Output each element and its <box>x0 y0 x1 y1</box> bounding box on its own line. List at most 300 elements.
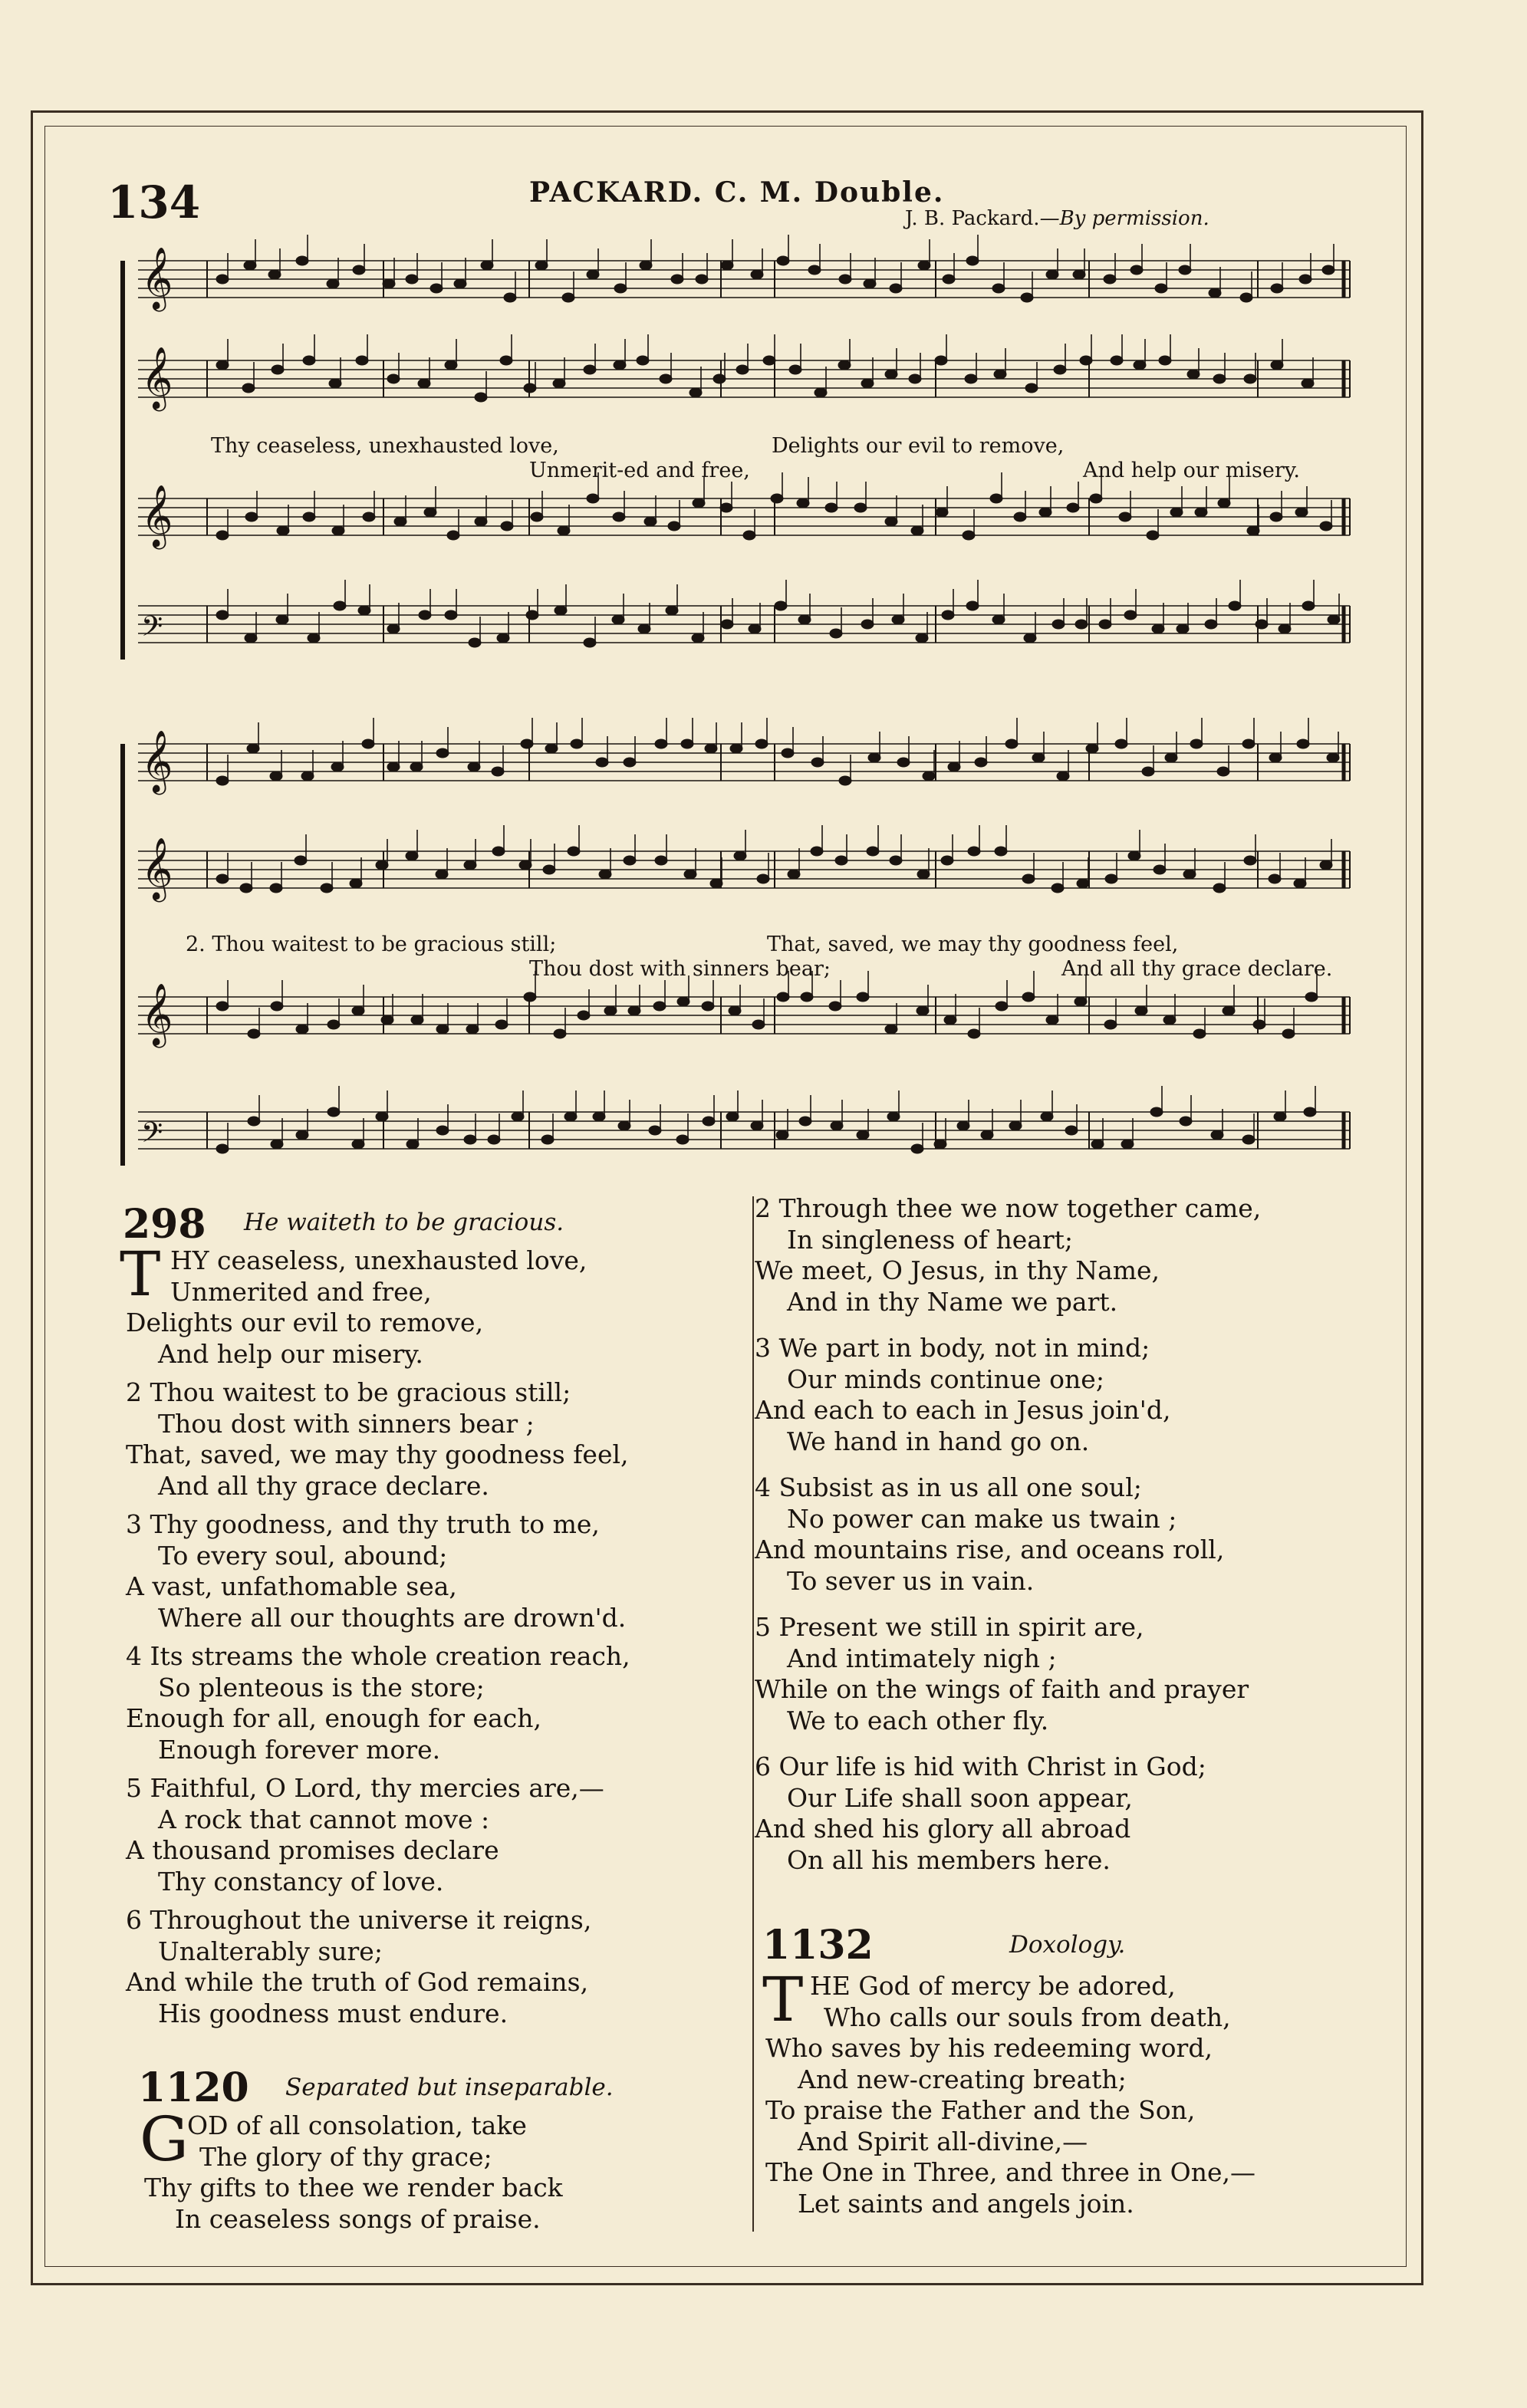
note-head <box>216 275 229 284</box>
note-head <box>995 847 1007 856</box>
verse-line: 4 Its streams the whole creation reach, <box>126 1641 630 1671</box>
note-head <box>555 606 567 615</box>
note-head <box>1074 997 1087 1006</box>
note-head <box>1211 1130 1223 1140</box>
note-head <box>1180 1117 1192 1126</box>
note-head <box>751 270 763 279</box>
note-head <box>475 517 487 526</box>
note-head <box>671 275 683 284</box>
note-head <box>216 610 229 620</box>
stanza <box>126 1308 630 1370</box>
note-head <box>885 370 897 379</box>
note-head <box>488 1135 500 1144</box>
note-head <box>777 256 789 265</box>
note-head <box>857 992 869 1002</box>
note-head <box>797 498 809 508</box>
note-head <box>270 883 282 893</box>
note-head <box>554 1029 566 1038</box>
note-head <box>788 870 800 879</box>
note-head <box>1067 503 1079 512</box>
stanza <box>755 1752 1261 1876</box>
note-head <box>270 771 282 781</box>
note-head <box>329 379 341 388</box>
note-head <box>492 767 504 776</box>
note-head <box>644 517 657 526</box>
note-head <box>808 265 821 275</box>
note-head <box>1025 383 1038 393</box>
note-head <box>1147 531 1159 540</box>
note-head <box>981 1130 993 1140</box>
note-head <box>352 1006 364 1015</box>
hymn-heading-298: He waiteth to be gracious. <box>244 1209 564 1236</box>
verse-line: The glory of thy grace; <box>199 2141 492 2172</box>
note-head <box>332 526 344 535</box>
score-lyric-2c: That, saved, we may thy goodness feel, <box>767 933 1179 956</box>
note-head <box>430 284 443 293</box>
note-head <box>994 370 1006 379</box>
verse-line: And Spirit all-divine,— <box>798 2126 1088 2156</box>
verse-line: 2 Thou waitest to be gracious still; <box>126 1377 571 1407</box>
verse-line: And all thy grace declare. <box>158 1470 489 1501</box>
note-head <box>1253 1020 1265 1029</box>
note-head <box>830 629 842 638</box>
note-head <box>892 615 904 624</box>
note-head <box>811 758 824 767</box>
note-head <box>757 874 769 883</box>
verse-line: Thy constancy of love. <box>158 1866 444 1896</box>
note-head <box>406 275 418 284</box>
verse-line: Enough forever more. <box>158 1734 441 1765</box>
note-head <box>1229 601 1241 610</box>
note-head <box>798 615 811 624</box>
note-head <box>838 360 851 370</box>
note-head <box>562 293 574 302</box>
note-head <box>1046 1015 1058 1025</box>
note-head <box>268 270 281 279</box>
hymn-298-text <box>126 1245 630 2029</box>
note-head <box>331 762 344 771</box>
note-head <box>789 365 801 374</box>
note-head <box>321 883 333 893</box>
note-head <box>308 633 320 643</box>
note-head <box>436 870 448 879</box>
note-head <box>303 356 315 365</box>
note-head <box>637 356 649 365</box>
note-head <box>587 270 599 279</box>
verse-line: OD of all consolation, take <box>187 2110 527 2140</box>
verse-line: 6 Throughout the universe it reigns, <box>126 1905 592 1935</box>
note-head <box>681 739 693 748</box>
note-head <box>1163 1015 1176 1025</box>
note-head <box>1302 601 1315 610</box>
note-head <box>776 1130 788 1140</box>
note-head <box>1209 288 1221 298</box>
verse-line: Thou dost with sinners bear ; <box>158 1408 535 1439</box>
page-number: 134 <box>107 176 201 229</box>
note-head <box>721 261 733 270</box>
note-head <box>1302 379 1314 388</box>
note-head <box>726 1112 739 1121</box>
note-head <box>244 261 256 270</box>
note-head <box>1105 874 1117 883</box>
score-lyric-1d: And help our misery. <box>1083 459 1300 482</box>
stanza <box>755 1612 1261 1736</box>
note-head <box>782 748 794 758</box>
note-head <box>1190 739 1203 748</box>
note-head <box>1124 610 1137 620</box>
note-head <box>295 856 307 865</box>
note-head <box>885 517 897 526</box>
note-head <box>1134 360 1146 370</box>
note-head <box>445 610 457 620</box>
bass-clef-icon: 𝄢 <box>141 610 163 650</box>
note-head <box>469 638 481 647</box>
note-head <box>526 610 538 620</box>
verse-line: And while the truth of God remains, <box>126 1967 589 1997</box>
note-head <box>277 526 289 535</box>
note-head <box>721 620 733 629</box>
note-head <box>917 870 930 879</box>
note-head <box>1271 360 1283 370</box>
note-head <box>1142 767 1154 776</box>
note-head <box>857 1130 869 1140</box>
verse-line: Enough for all, enough for each, <box>126 1703 541 1733</box>
note-head <box>618 1121 630 1130</box>
note-head <box>301 771 314 781</box>
note-head <box>624 856 636 865</box>
note-head <box>990 494 1002 503</box>
treble-clef-icon: 𝄞 <box>141 729 173 792</box>
note-head <box>693 498 705 508</box>
note-head <box>571 739 583 748</box>
note-head <box>406 851 418 860</box>
note-head <box>943 275 955 284</box>
treble-clef-icon: 𝄞 <box>141 484 173 547</box>
verse-line: Let saints and angels join. <box>798 2188 1134 2219</box>
composer-name: J. B. Packard. <box>905 207 1040 230</box>
note-head <box>468 762 480 771</box>
note-head <box>720 503 732 512</box>
note-head <box>543 865 555 874</box>
note-head <box>1294 879 1306 888</box>
verse-line: Where all our thoughts are drown'd. <box>158 1602 627 1633</box>
verse-line: On all his members here. <box>787 1844 1111 1875</box>
verse-line: To sever us in vain. <box>787 1565 1035 1596</box>
note-head <box>216 360 229 370</box>
note-head <box>1271 284 1283 293</box>
note-head <box>445 360 457 370</box>
note-head <box>604 1006 617 1015</box>
note-head <box>1244 374 1256 383</box>
treble-clef-icon: 𝄞 <box>141 246 173 309</box>
verse-line: The One in Three, and three in One,— <box>765 2157 1255 2187</box>
note-head <box>612 615 624 624</box>
note-head <box>676 1135 689 1144</box>
verse-line: And shed his glory all abroad <box>755 1814 1131 1844</box>
note-head <box>1057 771 1069 781</box>
note-head <box>752 1020 765 1029</box>
verse-line: And in thy Name we part. <box>787 1286 1118 1317</box>
note-head <box>501 521 513 531</box>
note-head <box>593 1112 605 1121</box>
hymn-heading-1132: Doxology. <box>1009 1931 1126 1959</box>
note-head <box>1223 1006 1235 1015</box>
note-head <box>864 279 876 288</box>
note-head <box>466 1025 479 1034</box>
note-head <box>653 1002 666 1011</box>
note-head <box>887 1112 900 1121</box>
stanza <box>126 1773 630 1897</box>
note-head <box>713 374 726 383</box>
verse-line: That, saved, we may thy goodness feel, <box>126 1439 629 1469</box>
note-head <box>890 284 902 293</box>
column-divider <box>752 1196 754 2232</box>
tune-title: PACKARD. C. M. Double. <box>529 176 945 209</box>
note-head <box>975 758 987 767</box>
note-head <box>957 1121 969 1130</box>
note-head <box>1217 767 1229 776</box>
note-head <box>1052 620 1065 629</box>
note-head <box>968 1029 980 1038</box>
note-head <box>743 531 755 540</box>
verse-line: HE God of mercy be adored, <box>810 1971 1176 2001</box>
note-head <box>216 531 229 540</box>
note-head <box>363 512 375 521</box>
note-head <box>909 374 921 383</box>
note-head <box>599 870 611 879</box>
note-head <box>689 388 702 397</box>
note-head <box>996 1002 1008 1011</box>
note-head <box>968 847 980 856</box>
note-head <box>703 1117 715 1126</box>
score-lyric-2a: 2. Thou waitest to be gracious still; <box>186 933 557 956</box>
note-head <box>1075 620 1088 629</box>
note-head <box>376 1112 388 1121</box>
verse-line: We meet, O Jesus, in thy Name, <box>755 1255 1160 1285</box>
note-head <box>271 1140 283 1149</box>
note-head <box>1242 739 1255 748</box>
note-head <box>935 356 947 365</box>
note-head <box>584 638 596 647</box>
note-head <box>578 1011 590 1020</box>
note-head <box>1130 265 1143 275</box>
note-head <box>436 748 449 758</box>
music-score <box>0 0 1527 1196</box>
note-head <box>1240 293 1252 302</box>
treble-clef-icon: 𝄞 <box>141 346 173 409</box>
note-head <box>1165 753 1177 762</box>
verse-line: Unmerited and free, <box>170 1276 432 1307</box>
note-head <box>916 633 928 643</box>
note-head <box>936 508 948 517</box>
note-head <box>831 1121 843 1130</box>
verse-line: In ceaseless songs of praise. <box>175 2203 541 2234</box>
verse-line: 3 We part in body, not in mind; <box>755 1333 1150 1363</box>
note-head <box>948 762 960 771</box>
note-head <box>1177 624 1189 633</box>
drop-cap-1132: T <box>762 1964 804 2035</box>
note-head <box>1247 526 1259 535</box>
note-head <box>1090 494 1102 503</box>
note-head <box>1187 370 1200 379</box>
note-head <box>1077 879 1089 888</box>
note-head <box>1274 1112 1286 1121</box>
note-head <box>1279 624 1291 633</box>
note-head <box>596 758 608 767</box>
note-head <box>1150 1107 1163 1117</box>
note-head <box>568 847 580 856</box>
note-head <box>521 739 533 748</box>
verse-line: 6 Our life is hid with Christ in God; <box>755 1752 1206 1781</box>
note-head <box>736 365 749 374</box>
hymn-number-298: 298 <box>123 1201 206 1248</box>
note-head <box>1297 739 1309 748</box>
verse-line: No power can make us twain ; <box>787 1503 1177 1534</box>
score-lyric-2d: And all thy grace declare. <box>1061 957 1333 981</box>
note-head <box>381 1015 393 1025</box>
note-head <box>245 512 258 521</box>
note-head <box>710 879 722 888</box>
note-head <box>436 1025 449 1034</box>
note-head <box>1205 620 1217 629</box>
verse-line: To praise the Father and the Son, <box>765 2095 1196 2125</box>
note-head <box>666 606 678 615</box>
hymn-1120-text-b <box>755 1193 1261 1876</box>
note-head <box>1320 860 1332 870</box>
note-head <box>1022 992 1035 1002</box>
score-lyric-1c: Delights our evil to remove, <box>772 434 1065 458</box>
note-head <box>1065 1126 1078 1135</box>
note-head <box>640 261 652 270</box>
note-head <box>327 1107 340 1117</box>
verse-line: His goodness must endure. <box>158 1998 508 2028</box>
note-head <box>362 739 374 748</box>
verse-line: To every soul, abound; <box>158 1540 448 1571</box>
note-head <box>1322 265 1334 275</box>
note-head <box>1032 753 1045 762</box>
note-head <box>660 374 672 383</box>
note-head <box>1135 1006 1147 1015</box>
note-head <box>649 1126 661 1135</box>
note-head <box>815 388 827 397</box>
note-head <box>965 374 977 383</box>
stanza <box>755 1193 1261 1317</box>
treble-clef-icon: 𝄞 <box>141 837 173 900</box>
note-head <box>702 1002 714 1011</box>
note-head <box>1104 275 1116 284</box>
note-head <box>587 494 599 503</box>
note-head <box>934 1140 946 1149</box>
note-head <box>245 633 257 643</box>
note-head <box>624 758 636 767</box>
note-head <box>419 610 431 620</box>
note-head <box>1269 874 1281 883</box>
note-head <box>334 601 346 610</box>
note-head <box>885 1025 897 1034</box>
score-lyric-2b: Thou dost with sinners bear; <box>529 957 831 981</box>
note-head <box>992 615 1005 624</box>
note-head <box>475 393 487 402</box>
verse-line: And mountains rise, and oceans roll, <box>755 1535 1225 1564</box>
stanza <box>126 1245 630 1308</box>
note-head <box>1304 1107 1316 1117</box>
note-head <box>799 1117 811 1126</box>
verse-line: Our Life shall soon appear, <box>787 1782 1133 1813</box>
stanza <box>126 1905 630 2029</box>
permission-note: —By permission. <box>1039 207 1209 230</box>
note-head <box>584 365 596 374</box>
note-head <box>941 856 953 865</box>
note-head <box>614 360 626 370</box>
note-head <box>1328 615 1340 624</box>
note-head <box>1009 1121 1022 1130</box>
note-head <box>524 383 536 393</box>
note-head <box>923 771 935 781</box>
note-head <box>352 1140 364 1149</box>
note-head <box>358 606 370 615</box>
verse-line: 5 Faithful, O Lord, thy mercies are,— <box>126 1773 604 1803</box>
note-head <box>436 1126 449 1135</box>
score-lyric-1b: Unmerit-ed and free, <box>529 459 750 482</box>
note-head <box>1213 374 1226 383</box>
stanza <box>126 1641 630 1765</box>
hymn-number-1132: 1132 <box>762 1922 874 1969</box>
score-lyric-1a: Thy ceaseless, unexhausted love, <box>211 434 559 458</box>
verse-line: 5 Present we still in spirit are, <box>755 1612 1144 1642</box>
note-head <box>1119 512 1131 521</box>
note-head <box>454 279 466 288</box>
verse-line: Who calls our souls from death, <box>824 2002 1231 2032</box>
note-head <box>376 860 388 870</box>
note-head <box>327 1020 340 1029</box>
note-head <box>944 1015 956 1025</box>
note-head <box>394 517 406 526</box>
bass-clef-icon: 𝄢 <box>141 1117 163 1156</box>
stanza <box>755 1333 1261 1457</box>
note-head <box>240 883 252 893</box>
note-head <box>1218 498 1230 508</box>
note-head <box>839 275 851 284</box>
note-head <box>1255 620 1268 629</box>
verse-line: And new-creating breath; <box>798 2064 1127 2094</box>
note-head <box>387 624 400 633</box>
note-head <box>1195 508 1207 517</box>
note-head <box>242 383 255 393</box>
note-head <box>835 856 847 865</box>
hymn-heading-1120: Separated but inseparable. <box>285 2074 614 2101</box>
drop-cap-1120: G <box>140 2104 189 2175</box>
note-head <box>801 992 813 1002</box>
note-head <box>1091 1140 1104 1149</box>
note-head <box>696 275 708 284</box>
note-head <box>497 633 509 643</box>
note-head <box>524 992 536 1002</box>
note-head <box>271 1002 283 1011</box>
drop-cap-298: T <box>120 1239 161 1310</box>
verse-line: And each to each in Jesus join'd, <box>755 1395 1171 1425</box>
note-head <box>839 776 851 785</box>
note-head <box>356 356 368 365</box>
note-head <box>897 758 910 767</box>
note-head <box>1024 633 1036 643</box>
note-head <box>1242 1135 1255 1144</box>
note-head <box>705 744 717 753</box>
note-head <box>1128 851 1140 860</box>
verse-line: And help our misery. <box>158 1338 423 1369</box>
note-head <box>729 1006 741 1015</box>
note-head <box>500 356 512 365</box>
note-head <box>1159 356 1171 365</box>
